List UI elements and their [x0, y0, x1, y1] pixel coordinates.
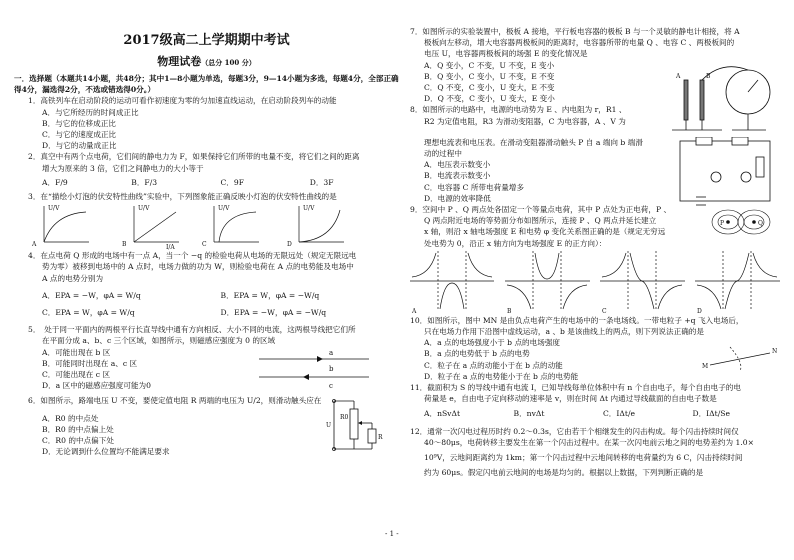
q9-stem-2: Q 两点附近电场的等势面分布如图所示，连接 P 、Q 两点并延长建立: [424, 216, 657, 226]
q8-block: [410, 137, 782, 204]
q6-label-u: U: [326, 421, 332, 429]
q3-label-b: B: [122, 241, 127, 249]
q10-option-c: C．粒子在 a 点的动能小于在 b 点的动能: [424, 360, 563, 370]
q9-label-q: Q: [758, 220, 763, 228]
q3-xlabel-b: I/A: [166, 244, 175, 251]
q4-options-ab: [14, 290, 399, 301]
q6-option-a: A．R0 的中点处: [42, 413, 99, 423]
subtitle-note: （总分 100 分）: [201, 58, 256, 67]
q9-graph-b: [505, 251, 590, 315]
q3-label-c: C: [202, 241, 207, 249]
q10-stem-2: 只在电场力作用下沿图中虚线运动，a 、b 是该曲线上的两点，则下列说法正确的是: [424, 327, 704, 337]
q9-graph-d: [695, 251, 780, 315]
q9-stem-1: 9．空间中 P 、Q 两点处各固定一个等量点电荷，其中 P 点处为正电荷，P 、: [410, 205, 672, 215]
section-heading: 一．选择题（本题共14小题，共48分；其中1—8小题为单选，每题3分，9—14小题为多选，每题4分，全部正确得4分，漏选得2分，不选或错选得0分。）: [14, 74, 399, 95]
q9-label-b: B: [507, 307, 512, 315]
q11-options: [410, 408, 782, 419]
q6-option-d: D．无论调到什么位置均不能满足要求: [42, 447, 170, 457]
q2-stem-1: 2．真空中有两个点电荷，它们间的静电力为 F，如果保持它们所带的电量不变，将它们之间的距离: [28, 152, 360, 162]
q2-option-c: C．9F: [220, 177, 245, 187]
q4-stem-3: A 点的电势分别为: [42, 273, 104, 283]
q3-graph-b: [122, 205, 179, 250]
q9-graph-a: [410, 251, 494, 315]
q8-stem-3: 理想电流表和电压表。在滑动变阻器滑动触头 P 自 a 端向 b 端滑: [424, 137, 643, 147]
q2-stem-2: 增大为原来的 3 倍，它们之间静电力的大小等于: [42, 163, 204, 173]
q11-option-b: B．nvΔt: [513, 409, 545, 419]
q12-stem-1: 12．通常一次闪电过程历时约 0.2～0.3s，它由若干个相继发生的闪击构成。每个闪击持续时间仅: [410, 426, 739, 436]
left-column: [14, 0, 399, 457]
q11-stem-1: 11．截面积为 S 的导线中通有电流 I，已知导线每单位体积中有 n 个自由电子，每个自由电子的电: [410, 383, 741, 393]
q5-region-b: b: [329, 364, 334, 373]
q10-stem-1: 10．如图所示，图中 MN 是由负点电荷产生的电场中的一条电场线。一带电粒子 +q 飞入电场后，: [410, 315, 744, 325]
q7-option-c: C．Q 不变，C 变小，U 变大，E 不变: [424, 83, 555, 93]
q9-label-p: P: [720, 220, 725, 228]
q12-stem-4: 约为 60μs。假定闪电前云地间的电场是均匀的。根据以上数据，下列判断正确的是: [424, 468, 704, 478]
q4-option-a: A．EPA = −W，φA = W/q: [42, 290, 141, 300]
q5-option-a: A．可能出现在 b 区: [42, 347, 111, 357]
q3-ylabel-a: U/V: [48, 205, 60, 213]
q11-option-a: A．nSvΔt: [424, 409, 460, 419]
exam-title: 2017级高二上学期期中考试: [123, 33, 290, 48]
q10-option-b: B．a 点的电势低于 b 点的电势: [424, 349, 530, 359]
q5-option-b: B．可能同时出现在 a、c 区: [42, 358, 138, 368]
q7-option-b: B．Q 变小，C 变小，U 不变，E 不变: [424, 71, 555, 81]
q8-stem-2: R2 为定值电阻，R3 为滑动变阻器，C 为电容器，A 、V 为: [424, 116, 626, 126]
q9-label-a: A: [412, 307, 417, 315]
q4-option-b: B．EPA = W，φA = −W/q: [220, 290, 320, 300]
q6-circuit: [324, 395, 384, 455]
q4-stem-2: 势为零）被移到电场中的 A 点时，电场力做的功为 W，则检验电荷在 A 点的电势能及电场中: [42, 262, 354, 272]
q3-ylabel-b: U/V: [138, 205, 150, 213]
q8-circuit: [676, 137, 776, 207]
q7-option-d: D．Q 不变，C 变小，U 变大，E 变小: [424, 94, 555, 104]
q3-ylabel-c: U/V: [218, 205, 230, 213]
q3-stem: 3．在“描绘小灯泡的伏安特性曲线”实验中，下列图象能正确反映小灯泡的伏安特性曲线的是: [28, 192, 337, 202]
q10-figure: [700, 343, 780, 373]
q1-option-b: B．与它的位移成正比: [42, 118, 116, 128]
q7-option-a: A．Q 变小，C 不变，U 不变，E 变小: [424, 60, 555, 70]
q10-label-n: N: [772, 348, 778, 356]
q8-stem-4: 动的过程中: [424, 149, 462, 159]
q3-graphs: [14, 202, 399, 250]
q1-option-a: A．与它所经历的时间成正比: [42, 107, 139, 117]
subtitle-text: 物理试卷: [157, 55, 202, 68]
q12-stem-3: 10⁹V，云地间距离约为 1km；第一个闪击过程中云地间转移的电荷量约为 6 C，闪击持续时间: [424, 453, 743, 463]
q8-stem-1: 8．如图所示的电路中，电源的电动势为 E 、内电阻为 r，R1 、: [410, 105, 627, 115]
q9-label-d: D: [697, 307, 702, 315]
q11-option-d: D．IΔt/Se: [692, 409, 730, 419]
q12-stem-2: 40～80μs，电荷转移主要发生在第一个闪击过程中。在某一次闪电前云地之间的电势差约为 1.0×: [424, 437, 754, 447]
q7-plate-b: B: [706, 72, 711, 80]
q5-option-c: C．可能出现在 c 区: [42, 370, 111, 380]
q7-block: [410, 60, 782, 105]
q8-option-d: D．电源的效率降低: [424, 193, 491, 203]
q1-option-d: D．与它的动量成正比: [42, 141, 117, 151]
exam-subtitle: [14, 55, 399, 70]
q4-option-d: D．EPA = −W，φA = −W/q: [220, 308, 327, 318]
q1-stem: 1．高铁列车在启动阶段的运动可看作初速度为零的匀加速直线运动，在启动阶段列车的动能: [28, 96, 337, 106]
q8-option-b: B．电流表示数变小: [424, 171, 491, 181]
q9-stem-3: x 轴，则沿 x 轴电场强度 E 和电势 φ 变化关系图正确的是（规定无穷远: [424, 227, 666, 237]
q7-plate-a: A: [676, 72, 681, 80]
q8-option-a: A．电压表示数变小: [424, 160, 491, 170]
right-column: [410, 26, 782, 479]
q6-block: [14, 407, 399, 458]
q2-option-d: D．3F: [309, 177, 334, 187]
q4-option-c: C．EPA = W，φA = W/q: [42, 308, 135, 318]
q9-graphs: [410, 249, 782, 315]
q1-option-c: C．与它的速度成正比: [42, 130, 117, 140]
q10-block: [410, 337, 782, 382]
q5-region-c: c: [329, 381, 333, 390]
q9-stem-4: 处电势为 0，沿正 x 轴方向为电场强度 E 的正方向）：: [424, 238, 607, 248]
q10-option-d: D．粒子在 a 点的电势能小于在 b 点的电势能: [424, 371, 579, 381]
q7-stem-3: 电压 U，电容器两极板间的场强 E 的变化情况是: [424, 49, 588, 59]
q7-stem-1: 7．如图所示的实验装置中，极板 A 接地，平行板电容器的极板 B 与一个灵敏的静电计相接，将 A: [410, 27, 740, 36]
q2-option-b: B．F/3: [131, 177, 158, 187]
page-number: - 1 -: [385, 530, 399, 538]
q6-stem: 6．如图所示，路端电压 U 不变，要使定值电阻 R 两端的电压为 U/2，则滑动触头应在: [28, 396, 322, 406]
q9-field-figure: [706, 200, 776, 244]
q5-block: [14, 347, 399, 392]
q5-stem-2: 在平面分成 a、b、c 三个区域，如图所示，则磁感应强度为 0 的区域: [42, 336, 276, 346]
q9-label-c: C: [602, 307, 607, 315]
q3-graph-a: [31, 205, 89, 248]
q6-label-r: R: [378, 433, 383, 441]
q6-label-r0: R0: [340, 413, 349, 421]
q2-options: [14, 177, 399, 188]
q11-stem-2: 荷量是 e，自由电子定向移动的速率是 v，则在时间 Δt 内通过导线截面的自由电子数是: [424, 394, 717, 404]
q4-options-cd: [14, 307, 399, 318]
q10-option-a: A．a 点的电场强度小于 b 点的电场强度: [424, 338, 561, 348]
q5-figure: [259, 347, 379, 391]
q9-block: [410, 204, 782, 315]
q4-stem-1: 4．在点电荷 Q 形成的电场中有一点 A，当一个 −q 的检验电荷从电场的无限远处（规定无限远电: [28, 251, 357, 261]
q6-option-b: B．R0 的中点偏上处: [42, 424, 114, 434]
q3-graph-c: [202, 205, 259, 248]
q10-label-m: M: [702, 363, 709, 371]
q5-option-d: D．a 区中的磁感应强度可能为0: [42, 381, 151, 391]
q6-option-c: C．R0 的中点偏下处: [42, 436, 114, 446]
q11-option-c: C．IΔt/e: [603, 409, 635, 419]
q3-graph-d: [287, 205, 344, 248]
q2-option-a: A．F/9: [42, 177, 68, 187]
q9-graph-c: [600, 251, 685, 315]
q5-region-a: a: [329, 348, 334, 357]
q3-ylabel-d: U/V: [303, 205, 315, 213]
q7-stem-2: 极板向左移动，增大电容器两极板间的距离时，电容器所带的电量 Q 、电容 C 、两极板间的: [424, 38, 735, 48]
q5-stem-1: 5． 处于同一平面内的两根平行长直导线中通有方向相反、大小不同的电流，这两根导线把它们所: [28, 325, 356, 335]
q3-label-d: D: [287, 241, 292, 249]
q3-label-a: A: [32, 241, 37, 249]
q8-option-c: C．电容器 C 所带电荷量增多: [424, 182, 524, 192]
